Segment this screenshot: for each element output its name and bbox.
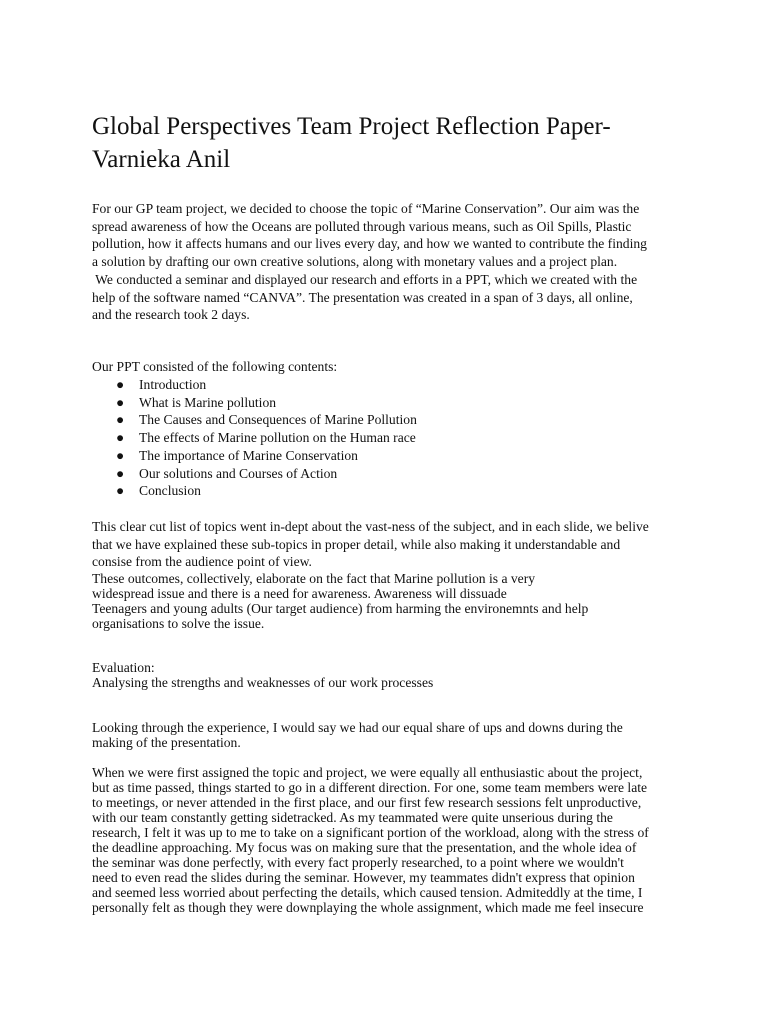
list-item [92, 429, 417, 447]
text-line: that we have explained these sub-topics in proper detail, while also making it understandable and [92, 536, 621, 552]
assignment-paragraph [92, 765, 692, 915]
bullet-icon: ● [116, 430, 125, 446]
text-line: and seemed less worried about perfecting the details, which caused tension. Admiteddly at the time, I [92, 885, 643, 900]
list-item [92, 465, 417, 483]
list-item-label: What is Marine pollution [139, 394, 277, 410]
text-line: Our PPT consisted of the following contents: [92, 359, 338, 374]
text-line: help of the software named “CANVA”. The presentation was created in a span of 3 days, all online, [92, 289, 633, 305]
outcomes-paragraph [92, 571, 692, 631]
list-item [92, 394, 417, 412]
text-line: but as time passed, things started to go in a different direction. For one, some team members were late [92, 780, 648, 795]
list-item-label: The importance of Marine Conservation [139, 447, 358, 463]
list-item-label: Our solutions and Courses of Action [139, 465, 338, 481]
text-line: the deadline approaching. My focus was on making sure that the presentation, and the whole idea of [92, 840, 637, 855]
text-line: and the research took 2 days. [92, 307, 250, 323]
bullet-icon: ● [116, 465, 125, 481]
text-line: pollution, how it affects humans and our lives every day, and how we wanted to contribute the finding [92, 236, 647, 252]
intro-paragraph [92, 200, 692, 324]
text-line: with our team constantly getting sidetracked. As my teammated were quite unserious during the [92, 810, 613, 825]
bullet-icon: ● [116, 447, 125, 463]
text-line: When we were first assigned the topic and project, we were equally all enthusiastic about the project, [92, 765, 643, 780]
list-item-label: The effects of Marine pollution on the Human race [139, 430, 416, 446]
list-item-label: Introduction [139, 377, 207, 392]
text-line: These outcomes, collectively, elaborate on the fact that Marine pollution is a very [92, 571, 536, 586]
text-line: research, I felt it was up to me to take on a significant portion of the workload, along with the stress of [92, 825, 649, 840]
text-line: to meetings, or never attended in the first place, and our first few research sessions felt unproductive, [92, 795, 642, 810]
list-item [92, 447, 417, 465]
text-line: a solution by drafting our own creative solutions, along with monetary values and a project plan. [92, 254, 618, 270]
title-line: Global Perspectives Team Project Reflection Paper- [92, 113, 611, 140]
text-line: personally felt as though they were downplaying the whole assignment, which made me feel insecure [92, 900, 644, 915]
section-heading: Evaluation: [92, 660, 155, 675]
text-line: widespread issue and there is a need for awareness. Awareness will dissuade [92, 586, 507, 601]
evaluation-section [92, 660, 692, 690]
text-line: For our GP team project, we decided to choose the topic of “Marine Conservation”. Our aim was the [92, 201, 640, 216]
text-line: Analysing the strengths and weaknesses of our work processes [92, 675, 434, 690]
ppt-contents-heading [92, 358, 692, 376]
list-item [92, 376, 417, 394]
topics-paragraph [92, 518, 692, 571]
bullet-icon: ● [116, 483, 125, 499]
page-title [92, 110, 692, 176]
title-line: Varnieka Anil [92, 146, 231, 173]
ppt-contents-list [92, 376, 417, 500]
bullet-icon: ● [116, 394, 125, 410]
bullet-icon: ● [116, 412, 125, 428]
text-line: need to even read the slides during the seminar. However, my teammates didn't express that opinion [92, 870, 635, 885]
list-item [92, 482, 417, 500]
list-item-label: Conclusion [139, 483, 201, 499]
text-line: Looking through the experience, I would say we had our equal share of ups and downs during the [92, 720, 623, 735]
text-line: consise from the audience point of view. [92, 554, 312, 570]
text-line: Teenagers and young adults (Our target audience) from harming the environemnts and help [92, 601, 589, 616]
bullet-icon: ● [116, 377, 125, 392]
text-line: organisations to solve the issue. [92, 616, 265, 631]
looking-paragraph [92, 720, 692, 750]
text-line: spread awareness of how the Oceans are polluted through various means, such as Oil Spills, Plastic [92, 218, 632, 234]
text-line: the seminar was done perfectly, with every fact properly researched, to a point where we wouldn't [92, 855, 624, 870]
list-item-label: The Causes and Consequences of Marine Pollution [139, 412, 417, 428]
text-line: We conducted a seminar and displayed our research and efforts in a PPT, which we created with the [92, 271, 638, 287]
list-item [92, 411, 417, 429]
text-line: making of the presentation. [92, 735, 241, 750]
text-line: This clear cut list of topics went in-dept about the vast-ness of the subject, and in each slide, we belive [92, 519, 649, 534]
